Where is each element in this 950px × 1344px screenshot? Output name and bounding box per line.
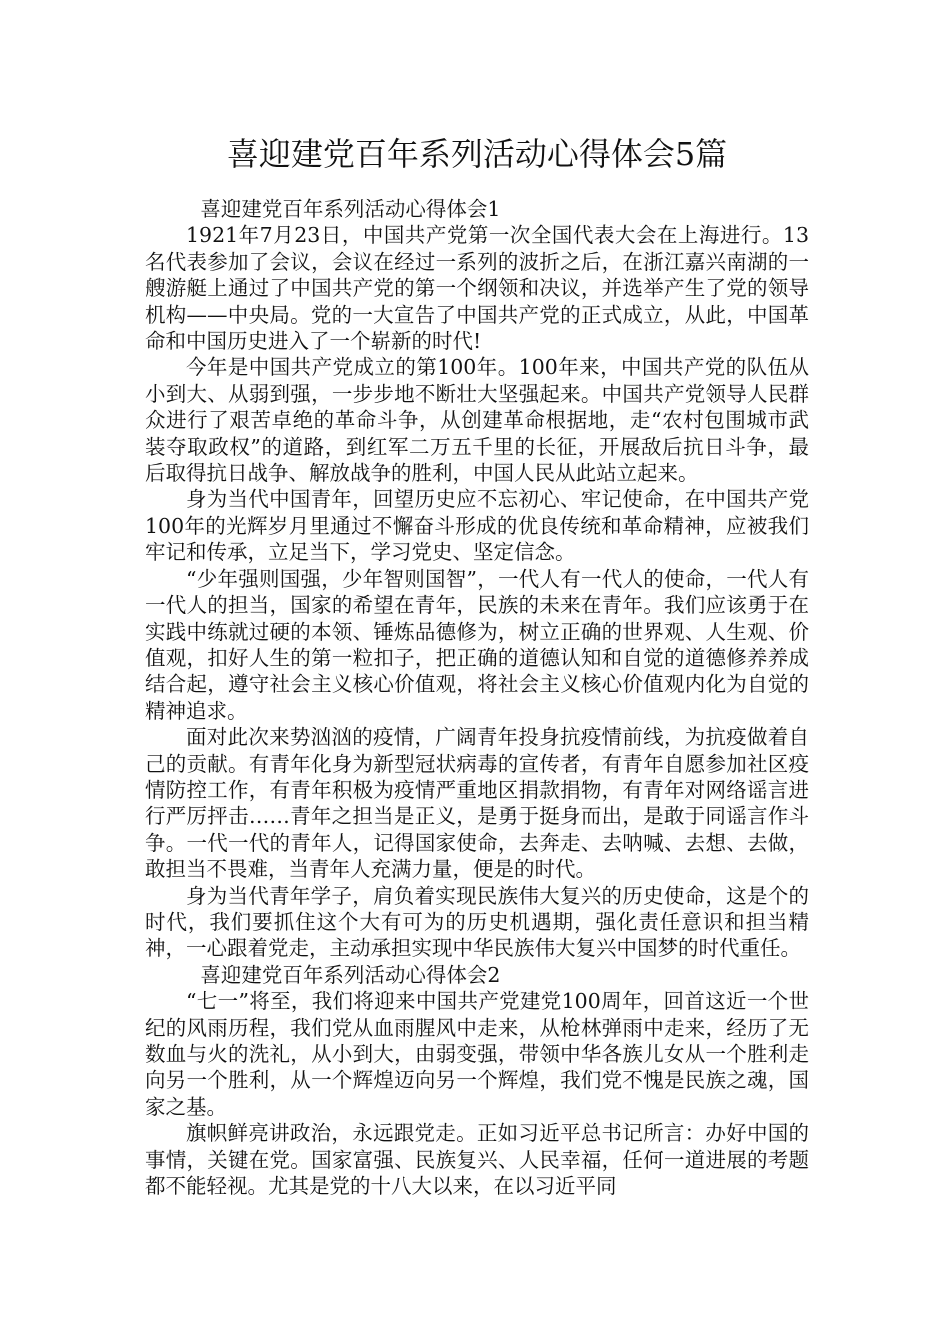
- paragraph: 面对此次来势汹汹的疫情，广阔青年投身抗疫情前线，为抗疫做着自己的贡献。有青年化身为新型冠状病毒的宣传者，有青年自愿参加社区疫情防控工作，有青年积极为疫情严重地区捐款捐物，有青年对网络谣言进行严厉抨击……青年之担当是正义，是勇于挺身而出，是敢于同谣言作斗争。一代一代的青年人，记得国家使命，去奔走、去呐喊、去想、去做，敢担当不畏难，当青年人充满力量，便是的时代。: [145, 725, 809, 882]
- section-heading-1: 喜迎建党百年系列活动心得体会1: [200, 197, 501, 221]
- paragraph: 旗帜鲜亮讲政治，永远跟党走。正如习近平总书记所言：办好中国的事情，关键在党。国家富强、民族复兴、人民幸福，任何一道进展的考题都不能轻视。尤其是党的十八大以来，在以习近平同: [145, 1121, 809, 1199]
- paragraph: 身为当代中国青年，回望历史应不忘初心、牢记使命，在中国共产党100年的光辉岁月里通过不懈奋斗形成的优良传统和革命精神，应被我们牢记和传承，立足当下，学习党史、坚定信念。: [145, 487, 809, 565]
- paragraph: 身为当代青年学子，肩负着实现民族伟大复兴的历史使命，这是个的时代，我们要抓住这个大有可为的历史机遇期，强化责任意识和担当精神，一心跟着党走，主动承担实现中华民族伟大复兴中国梦的时代重任。: [145, 883, 809, 961]
- document-title: 喜迎建党百年系列活动心得体会5篇: [226, 135, 728, 173]
- document-body: [145, 196, 809, 1199]
- paragraph: “七一”将至，我们将迎来中国共产党建党100周年，回首这近一个世纪的风雨历程，我们党从血雨腥风中走来，从枪林弹雨中走来，经历了无数血与火的洗礼，从小到大，由弱变强，带领中华各族儿女从一个胜利走向另一个胜利，从一个辉煌迈向另一个辉煌，我们党不愧是民族之魂，国家之基。: [145, 989, 809, 1119]
- paragraph: 1921年7月23日，中国共产党第一次全国代表大会在上海进行。13名代表参加了会议，会议在经过一系列的波折之后，在浙江嘉兴南湖的一艘游艇上通过了中国共产党的第一个纲领和决议，并选举产生了党的领导机构——中央局。党的一大宣告了中国共产党的正式成立，从此，中国革命和中国历史进入了一个崭新的时代!: [145, 223, 809, 354]
- paragraph: “少年强则国强，少年智则国智”，一代人有一代人的使命，一代人有一代人的担当，国家的希望在青年，民族的未来在青年。我们应该勇于在实践中练就过硬的本领、锤炼品德修为，树立正确的世界观、人生观、价值观，扣好人生的第一粒扣子，把正确的道德认知和自觉的道德修养养成结合起，遵守社会主义核心价值观，将社会主义核心价值观内化为自觉的精神追求。: [145, 566, 809, 723]
- document-page: [145, 0, 809, 1199]
- paragraph: 今年是中国共产党成立的第100年。100年来，中国共产党的队伍从小到大、从弱到强，一步步地不断壮大坚强起来。中国共产党领导人民群众进行了艰苦卓绝的革命斗争，从创建革命根据地，走“农村包围城市武装夺取政权”的道路，到红军二万五千里的长征，开展敌后抗日斗争，最后取得抗日战争、解放战争的胜利，中国人民从此站立起来。: [145, 355, 809, 486]
- section-heading-2: 喜迎建党百年系列活动心得体会2: [200, 962, 501, 987]
